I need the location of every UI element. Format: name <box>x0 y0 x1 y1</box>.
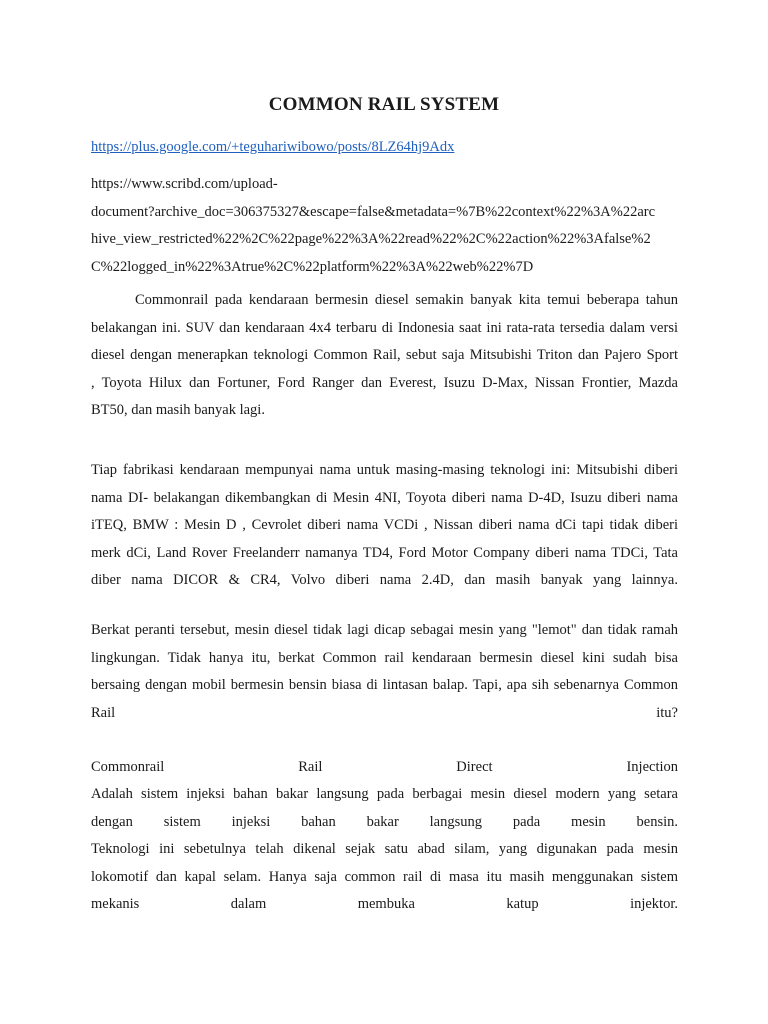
paragraph-line: Teknologi ini sebetulnya telah dikenal sejak satu abad silam, yang digunakan pada mesin <box>91 841 678 857</box>
paragraph-line: dengan sistem injeksi bahan bakar langsung pada mesin bensin. <box>91 813 678 830</box>
paragraph-line: diber nama DICOR & CR4, Volvo diberi nama 2.4D, dan masih banyak yang lainnya. <box>91 572 678 588</box>
page-title: COMMON RAIL SYSTEM <box>268 94 500 115</box>
scribd-url-text <box>91 171 678 281</box>
url-line: document?archive_doc=306375327&escape=false&metadata=%7B%22context%22%3A%22arc <box>91 203 656 220</box>
paragraph-line: Tiap fabrikasi kendaraan mempunyai nama untuk masing-masing teknologi ini: Mitsubishi diberi <box>91 462 678 478</box>
paragraph-line: mekanis dalam membuka katup injektor. <box>91 896 678 912</box>
heading-line: Commonrail Rail Direct Injection <box>91 759 678 775</box>
url-line: hive_view_restricted%22%2C%22page%22%3A%22read%22%2C%22action%22%3Afalse%2 <box>91 231 651 247</box>
paragraph-line: bersaing dengan mobil bermesin bensin biasa di lintasan balap. Tapi, apa sih sebenarnya Common <box>91 677 678 693</box>
url-line: C%22logged_in%22%3Atrue%2C%22platform%22%3A%22web%22%7D <box>91 258 534 275</box>
url-line: https://www.scribd.com/upload- <box>91 176 278 192</box>
paragraph-line: diesel dengan menerapkan teknologi Common Rail, sebut saja Mitsubishi Triton dan Pajero Sport <box>91 347 678 363</box>
paragraph-line: Adalah sistem injeksi bahan bakar langsung pada berbagai mesin diesel modern yang setara <box>91 786 678 802</box>
paragraph-line: merk dCi, Land Rover Freelanderr namanya TD4, Ford Motor Company diberi nama TDCi, Tata <box>91 544 678 561</box>
paragraph-4 <box>91 781 678 919</box>
paragraph-line: Commonrail pada kendaraan bermesin diesel semakin banyak kita temui beberapa tahun <box>135 292 678 308</box>
google-plus-link[interactable]: https://plus.google.com/+teguhariwibowo/posts/8LZ64hj9Adx <box>91 139 455 155</box>
paragraph-2 <box>91 457 678 595</box>
paragraph-line: lokomotif dan kapal selam. Hanya saja common rail di masa itu masih menggunakan sistem <box>91 868 678 885</box>
paragraph-line: Rail itu? <box>91 704 678 721</box>
paragraph-line: nama DI- belakangan dikembangkan di Mesin 4NI, Toyota diberi nama D-4D, Isuzu diberi nama <box>91 489 678 506</box>
section-heading-line <box>91 754 678 782</box>
paragraph-line: Berkat peranti tersebut, mesin diesel tidak lagi dicap sebagai mesin yang "lemot" dan tidak ramah <box>91 622 678 638</box>
paragraph-1 <box>91 287 678 425</box>
paragraph-3 <box>91 617 678 727</box>
paragraph-line: iTEQ, BMW : Mesin D , Cevrolet diberi nama VCDi , Nissan diberi nama dCi tapi tidak diberi <box>91 517 678 533</box>
paragraph-line: , Toyota Hilux dan Fortuner, Ford Ranger dan Everest, Isuzu D-Max, Nissan Frontier, Mazda <box>91 374 678 391</box>
paragraph-line: BT50, dan masih banyak lagi. <box>91 402 265 418</box>
paragraph-line: belakangan ini. SUV dan kendaraan 4x4 terbaru di Indonesia saat ini rata-rata tersedia dalam versi <box>91 319 678 336</box>
paragraph-line: lingkungan. Tidak hanya itu, berkat Common rail kendaraan bermesin diesel kini sudah bisa <box>91 649 678 666</box>
